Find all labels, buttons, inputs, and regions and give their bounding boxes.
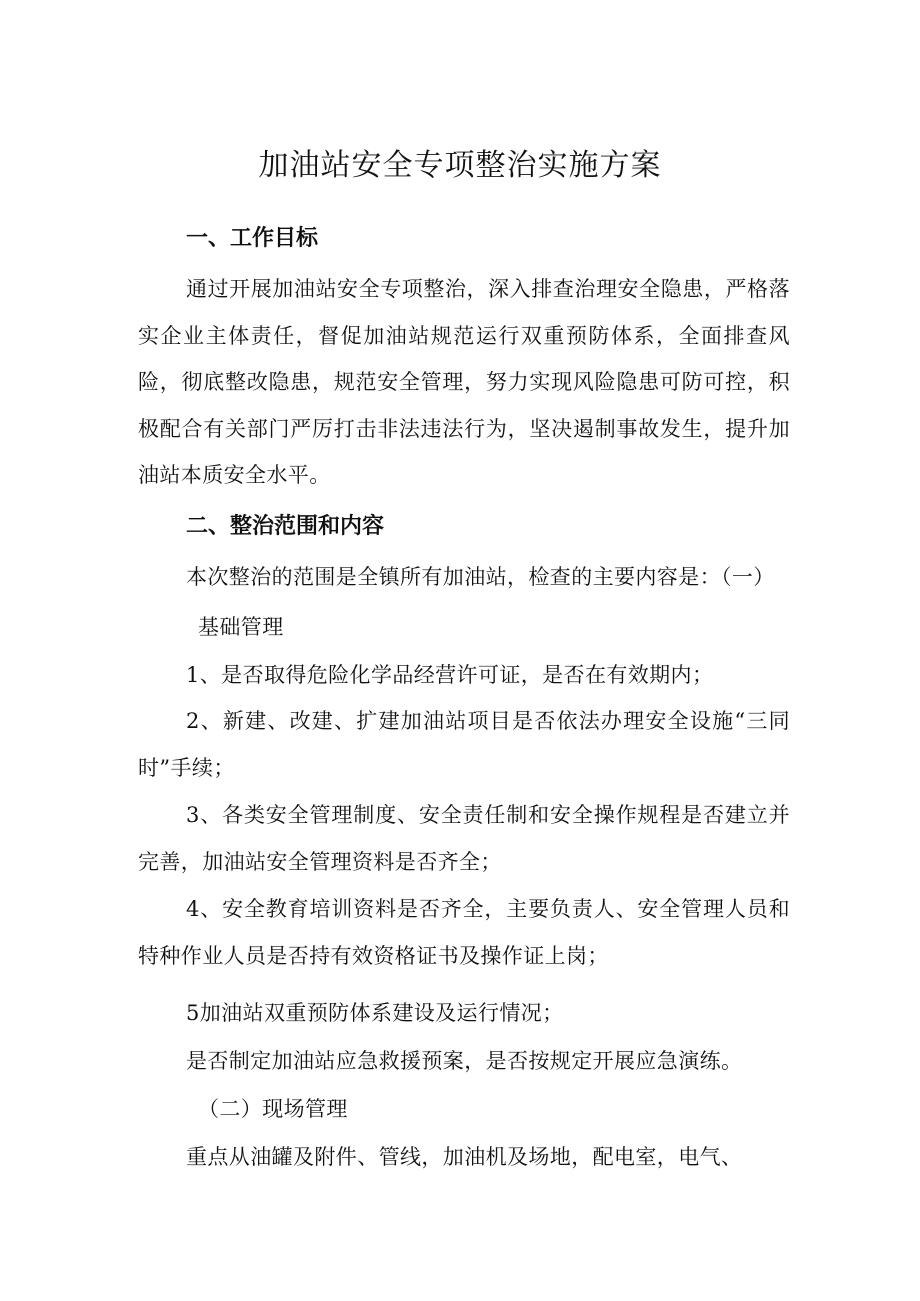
section-2-heading: 二、整治范围和内容	[186, 514, 385, 539]
section-1-paragraph: 通过开展加油站安全专项整治，深入排查治理安全隐患，严格落实企业主体责任，督促加油站规范运行双重预防体系，全面排查风险，彻底整改隐患，规范安全管理，努力实现风险隐患可防可控，积极配合有关部门严厉打击非法违法行为，坚决遏制事故发生，提升加油站本质安全水平。	[138, 277, 790, 487]
list-item: 1、是否取得危险化学品经营许可证，是否在有效期内；	[186, 663, 714, 687]
section-2-intro: 本次整治的范围是全镇所有加油站，检查的主要内容是：（一）	[186, 565, 775, 589]
list-item: 是否制定加油站应急救援预案，是否按规定开展应急演练。	[186, 1049, 743, 1073]
subsection-2-title: （二）现场管理	[198, 1097, 348, 1121]
subsection-1-title: 基础管理	[198, 615, 284, 639]
subsection-2-text: 重点从油罐及附件、管线，加油机及场地，配电室，电气、	[186, 1145, 743, 1169]
list-item: 2、新建、改建、扩建加油站项目是否依法办理安全设施“三同时”手续；	[138, 709, 790, 780]
section-1-heading: 一、工作目标	[186, 226, 319, 251]
document-title: 加油站安全专项整治实施方案	[258, 148, 662, 183]
list-item: 4、安全教育培训资料是否齐全，主要负责人、安全管理人员和特种作业人员是否持有效资格证书及操作证上岗；	[138, 897, 790, 968]
list-item: 5加油站双重预防体系建设及运行情况；	[186, 1001, 564, 1025]
list-item: 3、各类安全管理制度、安全责任制和安全操作规程是否建立并完善，加油站安全管理资料是否齐全；	[138, 803, 790, 874]
